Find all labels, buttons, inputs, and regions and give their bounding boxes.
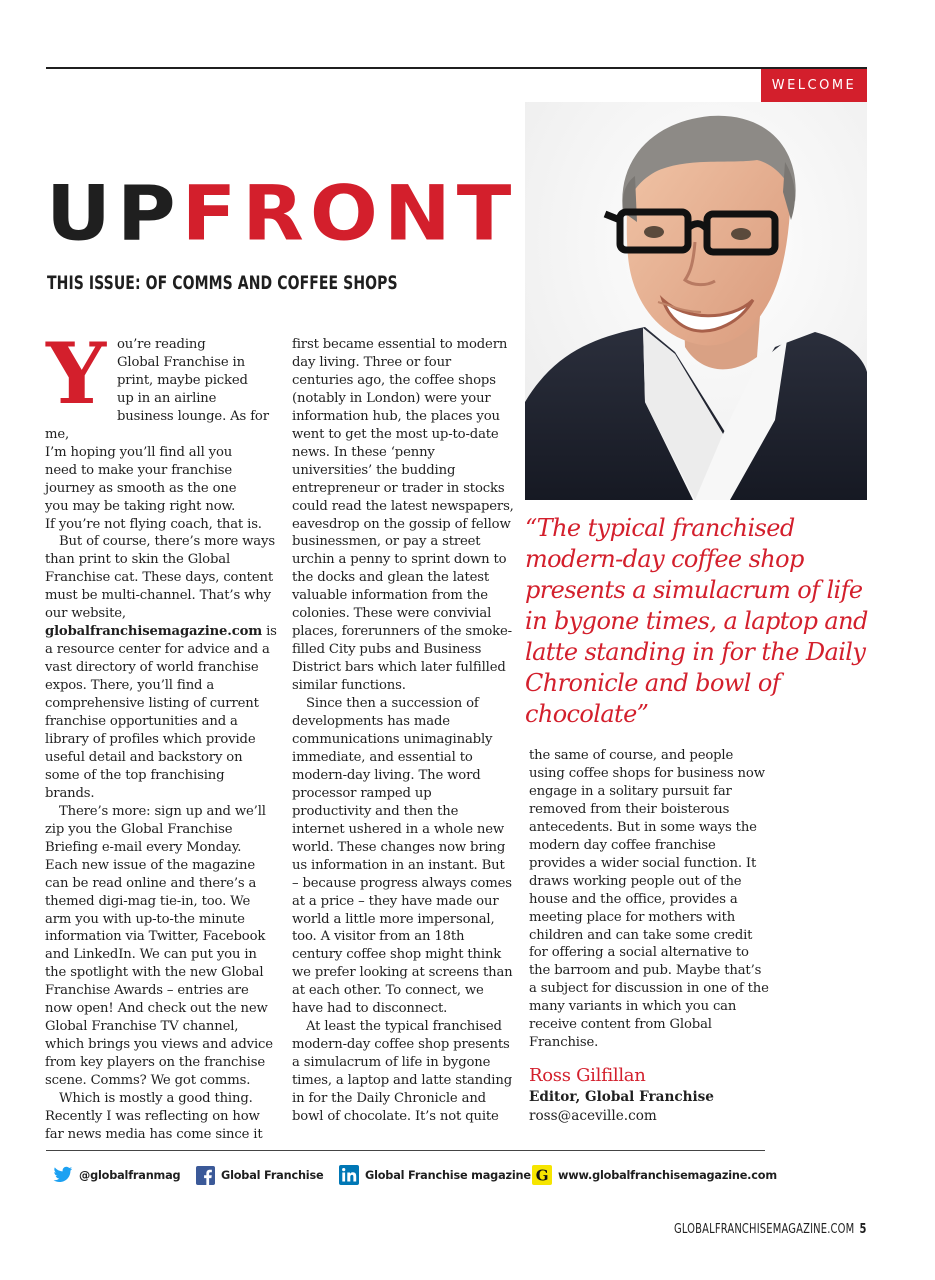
text: is a resource center for advice and a vast directory of world franchise expos. There, you’ll find a comprehensive listing of current franchise opportunities and a library of profiles which provide useful detail and backstory on some of the top franchising brands. [45,624,277,801]
article-paragraph [45,533,277,802]
article-paragraph: Which is mostly a good thing. Recently I was reflecting on how far news media has come since it [45,1091,263,1142]
line: ou’re reading [117,337,206,352]
site-url: GLOBALFRANCHISEMAGAZINE.COM [674,1222,855,1237]
social-twitter[interactable] [53,1164,180,1186]
line: print, maybe picked [117,372,248,388]
top-rule [46,67,867,69]
social-label: Global Franchise [221,1168,324,1182]
page-footer [674,1222,867,1237]
page-title [46,169,518,258]
issue-subtitle: THIS ISSUE: OF COMMS AND COFFEE SHOPS [47,272,398,294]
page-number: 5 [859,1222,867,1237]
linkedin-icon [339,1165,359,1185]
article-column-3 [529,747,769,1052]
social-label: @globalfranmag [79,1168,181,1182]
editor-role: Editor, Global Franchise [529,1089,714,1105]
article-paragraph: first became essential to modern day living. Three or four centuries ago, the coffee shops (notably in London) were your information hub, the places you went to get the most up-to-date news. In these ‘penny universities’ the budding entrepreneur or trader in stocks could read the latest newspapers, eavesdrop on the gossip of fellow businessmen, or pay a street urchin a penny to sprint down to the docks and glean the latest valuable information from the colonies. These were convivial places, forerunners of the smoke-filled City pubs and Business District bars which later fulfilled similar functions. [292,337,514,694]
line: I’m hoping you’ll find all you [45,444,233,460]
pull-quote: “The typical franchised modern-day coffee shop presents a simulacrum of life in bygone times, a laptop and latte standing in for the Daily Chronicle and bowl of chocolate” [525,514,868,728]
line: up in an airline [117,390,217,406]
twitter-icon [53,1165,73,1185]
editor-signoff [529,1064,714,1126]
article-paragraph: There’s more: sign up and we’ll zip you the Global Franchise Briefing e-mail every Monday. Each new issue of the magazine can be read online and there’s a themed digi-mag tie-in, too. We arm you with up-to-the minute information via Twitter, Facebook and LinkedIn. We can put you in the spotlight with the new Global Franchise Awards – entries are now open! And check out the new Global Franchise TV channel, which brings you views and advice from key players on the franchise scene. Comms? We got comms. [45,803,273,1089]
line: Global Franchise in [117,354,245,370]
article-paragraph: Since then a succession of developments has made communications unimaginably immediate, and essential to modern-day living. The word processor ramped up productivity and then the internet ushered in a whole new world. These changes now bring us information in an instant. But – because progress always comes at a price – they have made our world a little more impersonal, too. A visitor from an 18th century coffee shop might think we prefer looking at screens than at each other. To connect, we have had to disconnect. [292,696,513,1017]
article-paragraph [45,324,277,533]
line: need to make your franchise [45,462,233,478]
social-label: www.globalfranchisemagazine.com [558,1168,777,1182]
drop-cap: Y [46,324,106,423]
footer-rule [46,1150,765,1151]
portrait-illustration [525,102,867,500]
line: you may be taking right now. [45,498,236,514]
editor-name: Ross Gilfillan [529,1065,646,1086]
line: business lounge. As for me, [45,408,269,442]
editor-email[interactable]: ross@aceville.com [529,1108,657,1124]
article-paragraph: At least the typical franchised modern-day coffee shop presents a simulacrum of life in bygone times, a laptop and latte standing in for the Daily Chronicle and bowl of chocolate. It’s not quite [292,1019,513,1124]
social-facebook[interactable] [195,1164,323,1186]
article-column-2 [292,336,514,1126]
facebook-icon [195,1165,215,1185]
title-part-up: UP [46,169,182,258]
social-website[interactable] [532,1164,777,1186]
section-tab: WELCOME [761,69,867,102]
line: journey as smooth as the one [45,480,237,496]
svg-text:G: G [535,1166,549,1185]
website-link[interactable]: globalfranchisemagazine.com [45,624,263,640]
article-column-1 [45,324,277,1144]
social-label: Global Franchise magazine [365,1168,531,1182]
article-paragraph: the same of course, and people using coffee shops for business now engage in a solitary pursuit far removed from their boisterous antecedents. But in some ways the modern day coffee franchise provides a wider social function. It draws working people out of the house and the office, provides a meeting place for mothers with children and can take some credit for offering a social alternative to the barroom and pub. Maybe that’s a subject for discussion in one of the many variants in which you can receive content from Global Franchise. [529,748,769,1051]
title-part-front: FRONT [181,169,518,258]
editor-portrait-photo [525,102,867,500]
text: But of course, there’s more ways than print to skin the Global Franchise cat. These days, content must be multi-channel. That’s why our website, [45,534,275,622]
google-icon [532,1165,552,1185]
social-linkedin[interactable] [339,1164,531,1186]
line: If you’re not flying coach, that is. [45,516,262,532]
